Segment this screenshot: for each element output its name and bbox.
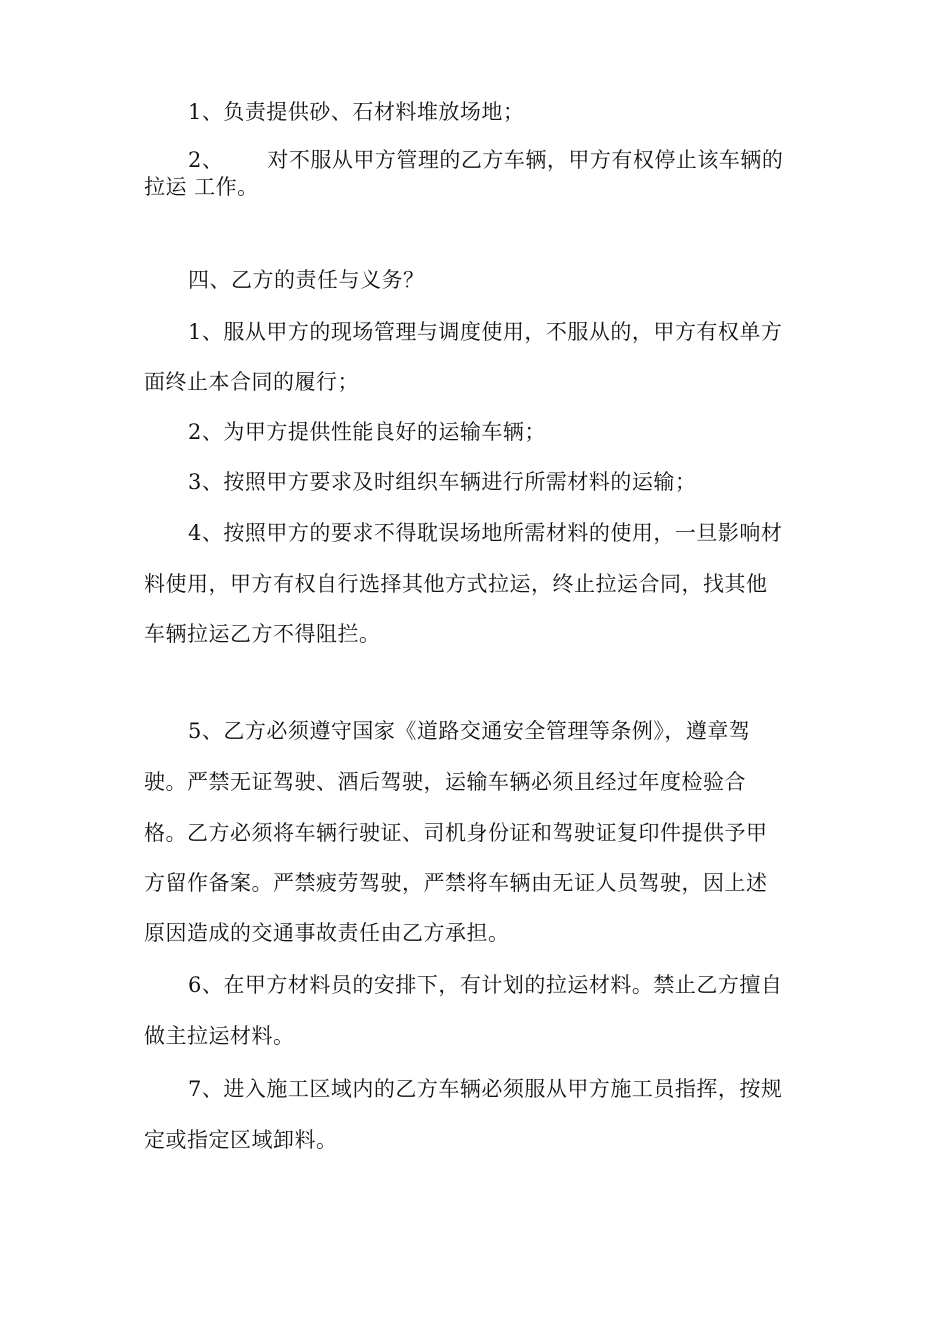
section4-item5-line4: 方留作备案。严禁疲劳驾驶，严禁将车辆由无证人员驾驶，因上述 — [144, 871, 768, 895]
section4-item5-line3: 格。乙方必须将车辆行驶证、司机身份证和驾驶证复印件提供予甲 — [144, 821, 768, 845]
section4-item1-line1: 1、服从甲方的现场管理与调度使用，不服从的，甲方有权单方 — [188, 320, 783, 344]
section3-item2-line2: 拉运 工作。 — [144, 175, 259, 199]
section4-item4-line2: 料使用，甲方有权自行选择其他方式拉运，终止拉运合同，找其他 — [144, 572, 768, 596]
section3-item2-line1 — [188, 145, 783, 175]
section3-item1: 1、负责提供砂、石材料堆放场地； — [188, 100, 525, 124]
section4-item4-line1: 4、按照甲方的要求不得耽误场地所需材料的使用，一旦影响材 — [188, 521, 783, 545]
section4-item6-line2: 做主拉运材料。 — [144, 1024, 295, 1048]
section4-item6-line1: 6、在甲方材料员的安排下，有计划的拉运材料。禁止乙方擅自 — [188, 973, 783, 997]
section4-item3: 3、按照甲方要求及时组织车辆进行所需材料的运输； — [188, 470, 697, 494]
section4-item5-line1: 5、乙方必须遵守国家《道路交通安全管理等条例》，遵章驾 — [188, 719, 751, 743]
section4-item5-line5: 原因造成的交通事故责任由乙方承担。 — [144, 921, 510, 945]
section4-item7-line2: 定或指定区域卸料。 — [144, 1128, 338, 1152]
section4-item5-line2: 驶。严禁无证驾驶、酒后驾驶，运输车辆必须且经过年度检验合 — [144, 770, 746, 794]
section4-heading: 四、乙方的责任与义务？ — [188, 268, 425, 292]
section3-item2-text: 对不服从甲方管理的乙方车辆，甲方有权停止该车辆的 — [267, 148, 784, 172]
section3-item2-number: 2、 — [188, 148, 224, 172]
section4-item7-line1: 7、进入施工区域内的乙方车辆必须服从甲方施工员指挥，按规 — [188, 1077, 783, 1101]
section4-item2: 2、为甲方提供性能良好的运输车辆； — [188, 420, 546, 444]
section4-item4-line3: 车辆拉运乙方不得阻拦。 — [144, 622, 381, 646]
section4-item1-line2: 面终止本合同的履行； — [144, 370, 359, 394]
